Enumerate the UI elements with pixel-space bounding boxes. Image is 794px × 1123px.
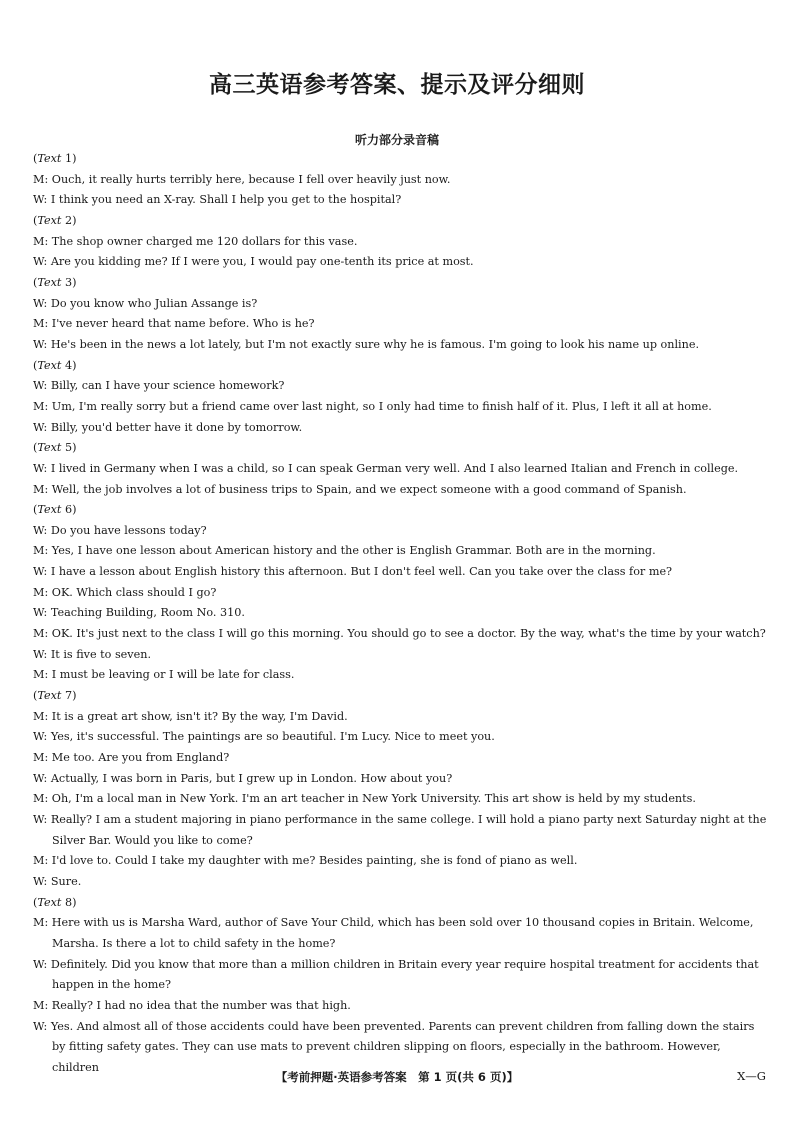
- dialogue-line: M: OK. Which class should I go?: [33, 585, 217, 599]
- text-label: (Text 2): [33, 213, 77, 227]
- dialogue-line: W: Yes. And almost all of those accidents could have been prevented. Parents can prevent children from falling down the stairs by fitting safety gates. They can use mats to prevent children slipping on floors, especially in the bathroom. However, children: [33, 1019, 755, 1074]
- page-code: X—G: [737, 1069, 766, 1083]
- dialogue-line: W: Definitely. Did you know that more than a million children in Britain every year require hospital treatment for accidents that happen in the home?: [33, 957, 759, 992]
- dialogue-line: M: Ouch, it really hurts terribly here, because I fell over heavily just now.: [33, 172, 451, 186]
- dialogue-line: W: Billy, you'd better have it done by tomorrow.: [33, 420, 303, 434]
- dialogue-line: W: He's been in the news a lot lately, but I'm not exactly sure why he is famous. I'm going to look his name up online.: [33, 337, 700, 351]
- dialogue-line: M: I'd love to. Could I take my daughter with me? Besides painting, she is fond of piano as well.: [33, 854, 578, 868]
- text-label: (Text 5): [33, 441, 77, 455]
- dialogue-line: W: Sure.: [33, 874, 82, 888]
- section-heading: 听力部分录音稿: [354, 133, 439, 147]
- dialogue-line: W: Teaching Building, Room No. 310.: [33, 606, 245, 620]
- dialogue-line: W: Really? I am a student majoring in piano performance in the same college. I will hold a piano party next Saturday night at the Silver Bar. Would you like to come?: [33, 813, 767, 847]
- page-footer: 【考前押题·英语参考答案 第 1 页(共 6 页)】: [275, 1070, 519, 1084]
- dialogue-line: M: I must be leaving or I will be late for class.: [33, 668, 295, 682]
- dialogue-line: W: I think you need an X-ray. Shall I help you get to the hospital?: [33, 193, 402, 207]
- dialogue-line: W: It is five to seven.: [33, 647, 152, 661]
- dialogue-line: M: It is a great art show, isn't it? By the way, I'm David.: [33, 709, 348, 723]
- text-label: (Text 3): [33, 275, 77, 289]
- dialogue-line: M: Well, the job involves a lot of business trips to Spain, and we expect someone with a good command of Spanish.: [33, 482, 687, 496]
- text-label: (Text 7): [33, 689, 77, 703]
- dialogue-line: M: Yes, I have one lesson about American history and the other is English Grammar. Both are in the morning.: [33, 544, 656, 558]
- text-label: (Text 1): [33, 152, 77, 165]
- dialogue-line: W: I have a lesson about English history this afternoon. But I don't feel well. Can you take over the class for me?: [33, 565, 673, 579]
- dialogue-line: M: Um, I'm really sorry but a friend came over last night, so I only had time to finish half of it. Plus, I left it all at home.: [33, 399, 712, 413]
- text-label: (Text 8): [33, 895, 77, 909]
- dialogue-line: M: Me too. Are you from England?: [33, 751, 230, 765]
- dialogue-line: M: I've never heard that name before. Who is he?: [33, 317, 315, 331]
- dialogue-line: W: Yes, it's successful. The paintings are so beautiful. I'm Lucy. Nice to meet you.: [33, 730, 495, 744]
- dialogue-line: M: The shop owner charged me 120 dollars for this vase.: [33, 234, 358, 248]
- dialogue-line: M: Oh, I'm a local man in New York. I'm an art teacher in New York University. This art show is held by my students.: [33, 792, 696, 806]
- dialogue-line: M: Really? I had no idea that the number was that high.: [33, 998, 351, 1012]
- text-label: (Text 4): [33, 358, 77, 372]
- dialogue-line: W: Billy, can I have your science homework?: [33, 379, 285, 393]
- text-label: (Text 6): [33, 503, 77, 517]
- dialogue-line: W: I lived in Germany when I was a child, so I can speak German very well. And I also learned Italian and French in college.: [33, 461, 739, 475]
- dialogue-line: W: Actually, I was born in Paris, but I grew up in London. How about you?: [33, 771, 453, 785]
- dialogue-line: M: OK. It's just next to the class I will go this morning. You should go to see a doctor. By the way, what's the time by your watch?: [33, 627, 766, 641]
- dialogue-line: W: Do you have lessons today?: [33, 523, 207, 537]
- dialogue-line: M: Here with us is Marsha Ward, author of Save Your Child, which has been sold over 10 thousand copies in Britain. Welcome, Marsha. Is there a lot to child safety in the home?: [33, 916, 754, 950]
- dialogue-line: W: Do you know who Julian Assange is?: [33, 296, 258, 310]
- dialogue-line: W: Are you kidding me? If I were you, I would pay one-tenth its price at most.: [33, 255, 474, 269]
- transcript-body: [33, 149, 768, 1079]
- document-title: 高三英语参考答案、提示及评分细则: [209, 72, 585, 98]
